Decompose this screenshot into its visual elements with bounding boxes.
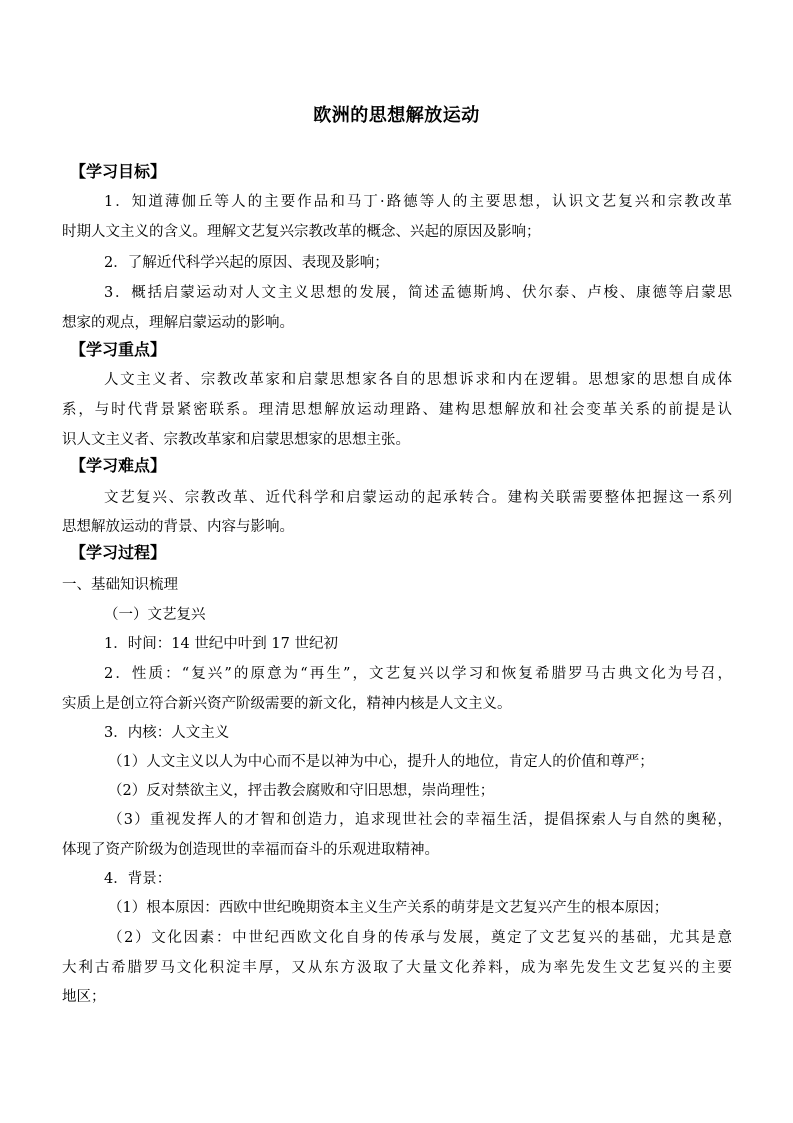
section-heading-process: 【学习过程】 bbox=[70, 543, 167, 562]
key-line-2: 系，与时代背景紧密联系。理清思想解放运动理路、建构思想解放和社会变革关系的前提是认 bbox=[62, 402, 732, 418]
point-4-item-2-line-1: （2）文化因素：中世纪西欧文化自身的传承与发展，奠定了文艺复兴的基础，尤其是意 bbox=[108, 930, 732, 946]
point-1: 1．时间：14 世纪中叶到 17 世纪初 bbox=[104, 636, 338, 652]
difficulty-line-2: 思想解放运动的背景、内容与影响。 bbox=[62, 519, 294, 535]
goal-1-line-1: 1．知道薄伽丘等人的主要作品和马丁·路德等人的主要思想，认识文艺复兴和宗教改革 bbox=[104, 194, 732, 210]
point-3-item-3-line-2: 体现了资产阶级为创造现世的幸福而奋斗的乐观进取精神。 bbox=[62, 842, 439, 858]
point-3-item-2: （2）反对禁欲主义，抨击教会腐败和守旧思想，崇尚理性； bbox=[108, 783, 495, 799]
point-4-item-2-line-2: 大利古希腊罗马文化积淀丰厚，又从东方汲取了大量文化养料，成为率先发生文艺复兴的主要 bbox=[62, 960, 732, 976]
goal-3-line-1: 3．概括启蒙运动对人文主义思想的发展，简述孟德斯鸠、伏尔泰、卢梭、康德等启蒙思 bbox=[104, 285, 732, 301]
point-2-line-2: 实质上是创立符合新兴资产阶级需要的新文化，精神内核是人文主义。 bbox=[62, 696, 512, 712]
point-4: 4．背景： bbox=[104, 871, 172, 887]
section-heading-key: 【学习重点】 bbox=[70, 340, 167, 359]
goal-2: 2．了解近代科学兴起的原因、表现及影响； bbox=[104, 255, 389, 271]
point-3-item-3-line-1: （3）重视发挥人的才智和创造力，追求现世社会的幸福生活，提倡探索人与自然的奥秘， bbox=[108, 812, 732, 828]
point-3-item-1: （1）人文主义以人为中心而不是以神为中心，提升人的地位，肯定人的价值和尊严； bbox=[108, 754, 654, 770]
key-line-1: 人文主义者、宗教改革家和启蒙思想家各自的思想诉求和内在逻辑。思想家的思想自成体 bbox=[104, 372, 732, 388]
point-3: 3．内核：人文主义 bbox=[104, 725, 230, 741]
goal-3-line-2: 想家的观点，理解启蒙运动的影响。 bbox=[62, 315, 294, 331]
subsection-renaissance: （一）文艺复兴 bbox=[104, 607, 206, 623]
point-4-item-2-line-3: 地区； bbox=[62, 989, 106, 1005]
point-2-line-1: 2．性质：“复兴”的原意为“再生”，文艺复兴以学习和恢复希腊罗马古典文化为号召， bbox=[104, 666, 732, 682]
section-heading-difficulty: 【学习难点】 bbox=[70, 456, 167, 475]
goal-1-line-2: 时期人文主义的含义。理解文艺复兴宗教改革的概念、兴起的原因及影响； bbox=[62, 224, 541, 240]
page-title: 欧洲的思想解放运动 bbox=[313, 105, 480, 126]
point-4-item-1: （1）根本原因：西欧中世纪晚期资本主义生产关系的萌芽是文艺复兴产生的根本原因； bbox=[108, 900, 669, 916]
difficulty-line-1: 文艺复兴、宗教改革、近代科学和启蒙运动的起承转合。建构关联需要整体把握这一系列 bbox=[104, 490, 732, 506]
key-line-3: 识人文主义者、宗教改革家和启蒙思想家的思想主张。 bbox=[62, 432, 410, 448]
part-1-heading: 一、基础知识梳理 bbox=[62, 577, 178, 593]
section-heading-goals: 【学习目标】 bbox=[70, 162, 167, 181]
